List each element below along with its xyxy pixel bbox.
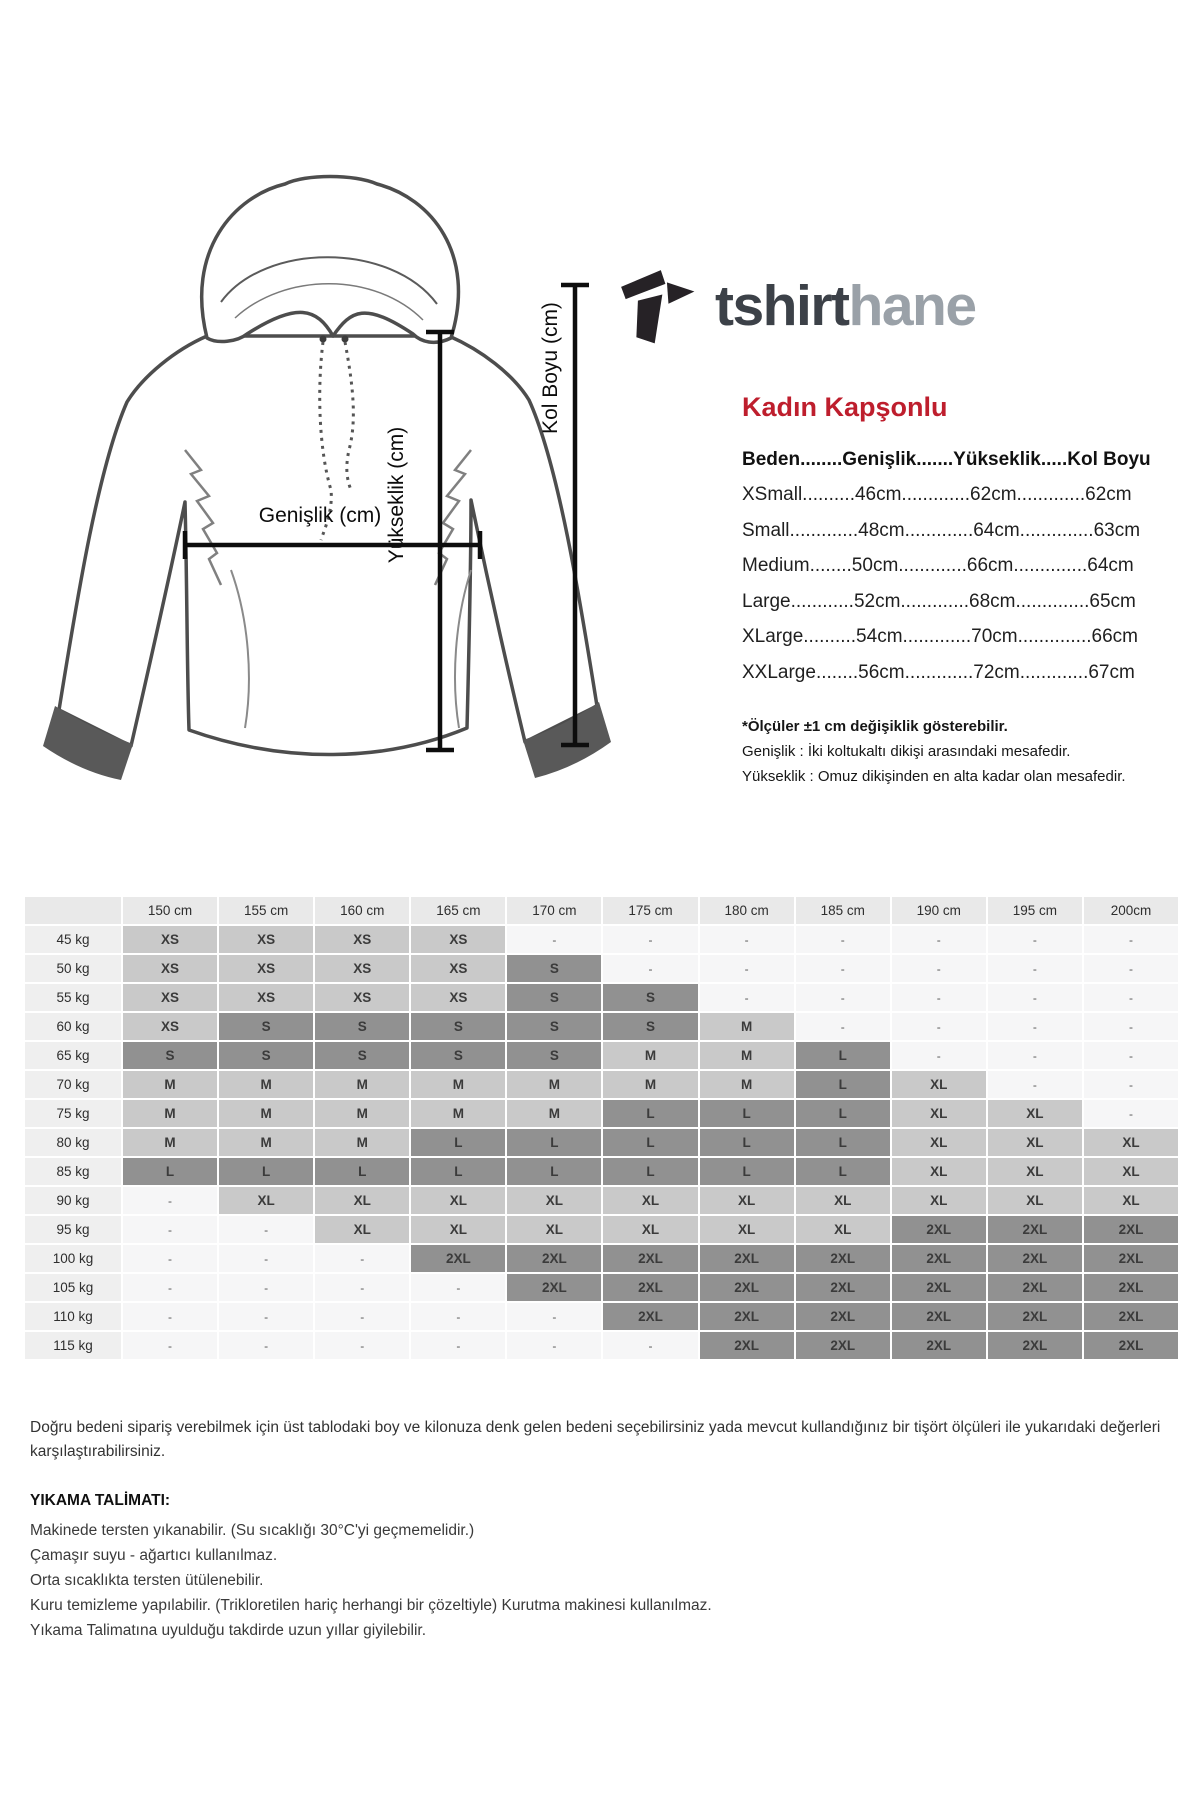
grid-size-cell: - <box>603 955 697 982</box>
grid-size-cell: - <box>315 1332 409 1359</box>
grid-size-cell: M <box>315 1100 409 1127</box>
grid-height-header: 150 cm <box>123 897 217 924</box>
grid-size-cell: - <box>123 1332 217 1359</box>
grid-row <box>25 1187 1178 1214</box>
grid-row <box>25 1274 1178 1301</box>
note-height-definition: Yükseklik : Omuz dikişinden en alta kadar olan mesafedir. <box>742 768 1126 785</box>
grid-size-cell: - <box>892 984 986 1011</box>
grid-size-cell: S <box>411 1042 505 1069</box>
grid-size-cell: XS <box>315 926 409 953</box>
grid-size-cell: - <box>796 1013 890 1040</box>
grid-size-cell: - <box>507 926 601 953</box>
grid-size-cell: XL <box>507 1216 601 1243</box>
grid-size-cell: 2XL <box>796 1332 890 1359</box>
grid-size-cell: M <box>700 1042 794 1069</box>
grid-weight-label: 115 kg <box>25 1332 121 1359</box>
grid-size-cell: - <box>700 955 794 982</box>
grid-row <box>25 984 1178 1011</box>
grid-size-cell: XL <box>796 1187 890 1214</box>
grid-size-cell: 2XL <box>892 1332 986 1359</box>
grid-size-cell: XS <box>315 955 409 982</box>
grid-size-cell: M <box>123 1129 217 1156</box>
grid-size-cell: M <box>700 1071 794 1098</box>
brand-logo <box>615 258 976 354</box>
grid-row <box>25 1216 1178 1243</box>
grid-size-cell: - <box>219 1216 313 1243</box>
grid-size-cell: - <box>1084 926 1178 953</box>
grid-size-cell: M <box>123 1100 217 1127</box>
note-width-definition: Genişlik : İki koltukaltı dikişi arasındaki mesafedir. <box>742 743 1071 760</box>
grid-size-cell: L <box>700 1158 794 1185</box>
grid-size-cell: XS <box>123 1013 217 1040</box>
footer-text <box>30 1416 1178 1643</box>
grid-size-cell: 2XL <box>603 1274 697 1301</box>
grid-size-cell: - <box>411 1332 505 1359</box>
grid-size-cell: S <box>219 1042 313 1069</box>
grommet-right <box>342 336 349 343</box>
grid-size-cell: XS <box>219 955 313 982</box>
grid-weight-label: 60 kg <box>25 1013 121 1040</box>
grid-size-cell: - <box>796 955 890 982</box>
grid-size-cell: - <box>988 926 1082 953</box>
grid-weight-label: 75 kg <box>25 1100 121 1127</box>
tshirthane-logo-icon <box>615 258 699 354</box>
sleeve-measure-label: Kol Boyu (cm) <box>539 302 562 434</box>
grid-size-cell: 2XL <box>892 1245 986 1272</box>
grid-size-cell: - <box>988 1071 1082 1098</box>
grid-size-cell: - <box>988 955 1082 982</box>
wash-line-bleach: Çamaşır suyu - ağartıcı kullanılmaz. <box>30 1547 278 1565</box>
grid-size-cell: L <box>507 1158 601 1185</box>
grid-size-cell: - <box>123 1274 217 1301</box>
grid-size-cell: S <box>123 1042 217 1069</box>
grid-size-cell: L <box>219 1158 313 1185</box>
grid-row <box>25 1042 1178 1069</box>
grid-size-cell: - <box>796 926 890 953</box>
grid-size-cell: L <box>796 1042 890 1069</box>
grid-size-cell: M <box>219 1100 313 1127</box>
grid-size-cell: M <box>315 1129 409 1156</box>
grid-row <box>25 1332 1178 1359</box>
grid-row <box>25 1245 1178 1272</box>
grid-size-cell: - <box>315 1303 409 1330</box>
grid-row <box>25 926 1178 953</box>
grid-size-cell: XL <box>988 1187 1082 1214</box>
grid-size-cell: XL <box>411 1216 505 1243</box>
sizing-guidance-paragraph: Doğru bedeni sipariş verebilmek için üst tablodaki boy ve kilonuza denk gelen bedeni seçebilirsiniz yada mevcut kullandığınız bir tişört ölçüleri ile yukarıdaki değerleri karşılaştırabilirsiniz. <box>30 1419 1161 1461</box>
grid-size-cell: XL <box>507 1187 601 1214</box>
hoodie-illustration <box>35 150 615 795</box>
grid-row <box>25 1303 1178 1330</box>
grid-row <box>25 955 1178 982</box>
grid-weight-label: 100 kg <box>25 1245 121 1272</box>
grid-weight-label: 95 kg <box>25 1216 121 1243</box>
grid-size-cell: XL <box>892 1158 986 1185</box>
grid-size-cell: 2XL <box>603 1303 697 1330</box>
grid-size-cell: XL <box>219 1187 313 1214</box>
wash-line-iron: Orta sıcaklıkta tersten ütülenebilir. <box>30 1572 264 1590</box>
grid-size-cell: S <box>219 1013 313 1040</box>
grid-height-header: 170 cm <box>507 897 601 924</box>
grid-size-cell: 2XL <box>796 1245 890 1272</box>
size-table-header: Beden........Genişlik.......Yükseklik.....Kol Boyu <box>742 449 1151 470</box>
grid-size-cell: XS <box>411 984 505 1011</box>
grommet-left <box>320 336 327 343</box>
grid-size-cell: 2XL <box>700 1245 794 1272</box>
grid-size-cell: S <box>507 955 601 982</box>
grid-row <box>25 1100 1178 1127</box>
grid-size-cell: - <box>1084 1013 1178 1040</box>
grid-size-cell: - <box>1084 1100 1178 1127</box>
grid-weight-label: 80 kg <box>25 1129 121 1156</box>
grid-size-cell: M <box>507 1071 601 1098</box>
grid-size-cell: - <box>315 1274 409 1301</box>
grid-size-cell: - <box>892 955 986 982</box>
grid-row <box>25 1158 1178 1185</box>
grid-size-cell: - <box>988 1013 1082 1040</box>
grid-size-cell: M <box>411 1100 505 1127</box>
grid-weight-label: 90 kg <box>25 1187 121 1214</box>
grid-size-cell: XS <box>123 984 217 1011</box>
grid-size-cell: L <box>796 1100 890 1127</box>
grid-size-cell: 2XL <box>411 1245 505 1272</box>
grid-size-cell: XL <box>700 1187 794 1214</box>
grid-size-cell: - <box>315 1245 409 1272</box>
grid-size-cell: 2XL <box>1084 1274 1178 1301</box>
grid-weight-label: 65 kg <box>25 1042 121 1069</box>
grid-size-cell: - <box>123 1245 217 1272</box>
grid-size-cell: - <box>1084 955 1178 982</box>
grid-height-header: 160 cm <box>315 897 409 924</box>
grid-size-cell: 2XL <box>892 1303 986 1330</box>
grid-size-cell: L <box>603 1100 697 1127</box>
grid-size-cell: M <box>219 1129 313 1156</box>
grid-size-cell: - <box>700 926 794 953</box>
grid-size-cell: M <box>411 1071 505 1098</box>
grid-size-cell: XL <box>603 1187 697 1214</box>
grid-header-row <box>25 897 1178 924</box>
grid-weight-label: 45 kg <box>25 926 121 953</box>
grid-size-cell: 2XL <box>988 1332 1082 1359</box>
grid-size-cell: - <box>507 1332 601 1359</box>
grid-size-cell: 2XL <box>507 1274 601 1301</box>
grid-size-cell: M <box>315 1071 409 1098</box>
grid-size-cell: L <box>796 1158 890 1185</box>
grid-size-cell: L <box>700 1129 794 1156</box>
brand-wordmark <box>715 273 976 338</box>
grid-size-cell: XS <box>315 984 409 1011</box>
size-row-medium: Medium........50cm.............66cm..............64cm <box>742 555 1134 576</box>
grid-size-cell: M <box>700 1013 794 1040</box>
grid-size-cell: - <box>507 1303 601 1330</box>
grid-size-cell: XL <box>315 1187 409 1214</box>
grid-height-header: 185 cm <box>796 897 890 924</box>
grid-size-cell: 2XL <box>988 1303 1082 1330</box>
grid-size-cell: 2XL <box>988 1245 1082 1272</box>
grid-size-cell: - <box>411 1303 505 1330</box>
grid-size-cell: - <box>219 1245 313 1272</box>
grid-size-cell: - <box>892 926 986 953</box>
grid-size-cell: - <box>603 926 697 953</box>
height-measure-label: Yükseklik (cm) <box>385 426 408 564</box>
washing-instructions <box>30 1492 1178 1643</box>
grid-size-cell: XS <box>123 926 217 953</box>
size-row-small: Small.............48cm.............64cm..............63cm <box>742 519 1141 541</box>
grid-size-cell: - <box>700 984 794 1011</box>
grid-size-cell: 2XL <box>892 1216 986 1243</box>
grid-size-cell: 2XL <box>892 1274 986 1301</box>
grid-size-cell: XL <box>1084 1187 1178 1214</box>
grid-size-cell: L <box>796 1071 890 1098</box>
grid-weight-label: 110 kg <box>25 1303 121 1330</box>
grid-height-header: 195 cm <box>988 897 1082 924</box>
grid-size-cell: L <box>700 1100 794 1127</box>
grid-size-cell: L <box>507 1129 601 1156</box>
size-panel <box>742 392 1182 789</box>
grid-size-cell: S <box>315 1042 409 1069</box>
washing-instructions-title: YIKAMA TALİMATI: <box>30 1492 171 1510</box>
grid-size-cell: M <box>123 1071 217 1098</box>
grid-size-cell: 2XL <box>700 1274 794 1301</box>
grid-size-cell: - <box>1084 984 1178 1011</box>
grid-size-cell: XL <box>988 1100 1082 1127</box>
grid-size-cell: S <box>507 984 601 1011</box>
grid-size-cell: M <box>507 1100 601 1127</box>
grid-size-cell: XL <box>988 1158 1082 1185</box>
grid-size-cell: XL <box>315 1216 409 1243</box>
size-row-xxlarge: XXLarge........56cm.............72cm.............67cm <box>742 661 1135 683</box>
wash-line-machine: Makinede tersten yıkanabilir. (Su sıcaklığı 30°C'yi geçmemelidir.) <box>30 1522 475 1540</box>
grid-size-cell: XL <box>411 1187 505 1214</box>
note-tolerance: *Ölçüler ±1 cm değişiklik gösterebilir. <box>742 718 1008 735</box>
grid-row <box>25 1129 1178 1156</box>
grid-size-cell: 2XL <box>796 1274 890 1301</box>
size-row-xsmall: XSmall..........46cm.............62cm.............62cm <box>742 484 1132 505</box>
grid-size-cell: - <box>988 1042 1082 1069</box>
grid-size-cell: - <box>796 984 890 1011</box>
grid-size-cell: - <box>123 1216 217 1243</box>
grid-weight-label: 55 kg <box>25 984 121 1011</box>
wash-line-longevity: Yıkama Talimatına uyulduğu takdirde uzun yıllar giyilebilir. <box>30 1622 427 1640</box>
grid-size-cell: - <box>1084 1042 1178 1069</box>
grid-size-cell: - <box>123 1187 217 1214</box>
grid-size-cell: XL <box>988 1129 1082 1156</box>
grid-size-cell: - <box>988 984 1082 1011</box>
grid-size-cell: L <box>796 1129 890 1156</box>
grid-height-header: 200cm <box>1084 897 1178 924</box>
grid-size-cell: XL <box>700 1216 794 1243</box>
grid-size-cell: L <box>603 1158 697 1185</box>
grid-size-cell: XL <box>892 1187 986 1214</box>
grid-size-cell: 2XL <box>603 1245 697 1272</box>
grid-weight-label: 105 kg <box>25 1274 121 1301</box>
grid-size-cell: S <box>507 1042 601 1069</box>
width-measure-label: Genişlik (cm) <box>258 504 382 527</box>
grid-size-cell: XL <box>892 1100 986 1127</box>
measurement-notes <box>742 714 1182 789</box>
grid-size-cell: XL <box>1084 1158 1178 1185</box>
grid-size-cell: - <box>123 1303 217 1330</box>
grid-weight-label: 85 kg <box>25 1158 121 1185</box>
brand-wordmark-primary: tshirt <box>715 273 849 338</box>
grid-size-cell: XS <box>219 926 313 953</box>
grid-size-cell: L <box>411 1129 505 1156</box>
grid-size-cell: 2XL <box>507 1245 601 1272</box>
grid-size-cell: - <box>219 1332 313 1359</box>
grid-size-cell: XS <box>411 955 505 982</box>
grid-height-header: 190 cm <box>892 897 986 924</box>
grid-row <box>25 1071 1178 1098</box>
grid-weight-label: 50 kg <box>25 955 121 982</box>
grid-size-cell: - <box>892 1013 986 1040</box>
grid-size-cell: XS <box>411 926 505 953</box>
grid-size-cell: XS <box>219 984 313 1011</box>
grid-size-cell: L <box>123 1158 217 1185</box>
grid-size-cell: 2XL <box>988 1274 1082 1301</box>
grid-corner-cell <box>25 897 121 924</box>
grid-height-header: 165 cm <box>411 897 505 924</box>
grid-size-cell: XS <box>123 955 217 982</box>
grid-size-cell: L <box>411 1158 505 1185</box>
grid-size-cell: S <box>603 984 697 1011</box>
grid-size-cell: 2XL <box>1084 1303 1178 1330</box>
grid-height-header: 155 cm <box>219 897 313 924</box>
grid-size-cell: 2XL <box>700 1332 794 1359</box>
grid-size-cell: S <box>315 1013 409 1040</box>
grid-size-cell: - <box>411 1274 505 1301</box>
grid-size-cell: XL <box>892 1071 986 1098</box>
grid-height-header: 175 cm <box>603 897 697 924</box>
grid-size-cell: M <box>219 1071 313 1098</box>
grid-size-cell: S <box>411 1013 505 1040</box>
size-row-large: Large............52cm.............68cm..............65cm <box>742 590 1136 612</box>
size-row-xlarge: XLarge..........54cm.............70cm..............66cm <box>742 626 1138 647</box>
hoodie-measurement-diagram <box>35 150 615 795</box>
grid-size-cell: 2XL <box>1084 1216 1178 1243</box>
grid-size-cell: M <box>603 1042 697 1069</box>
grid-size-cell: L <box>315 1158 409 1185</box>
grid-weight-label: 70 kg <box>25 1071 121 1098</box>
grid-size-cell: - <box>892 1042 986 1069</box>
grid-size-cell: S <box>603 1013 697 1040</box>
brand-wordmark-secondary: hane <box>848 273 976 338</box>
grid-row <box>25 1013 1178 1040</box>
grid-height-header: 180 cm <box>700 897 794 924</box>
wash-line-dryclean: Kuru temizleme yapılabilir. (Trikloretilen hariç herhangi bir çözeltiyle) Kurutma makinesi kullanılmaz. <box>30 1597 712 1615</box>
grid-size-cell: XL <box>796 1216 890 1243</box>
grid-size-cell: XL <box>603 1216 697 1243</box>
grid-size-cell: XL <box>892 1129 986 1156</box>
grid-size-cell: - <box>1084 1071 1178 1098</box>
grid-size-cell: L <box>603 1129 697 1156</box>
grid-size-cell: 2XL <box>1084 1332 1178 1359</box>
grid-size-cell: - <box>219 1274 313 1301</box>
grid-size-cell: 2XL <box>1084 1245 1178 1272</box>
grid-size-cell: M <box>603 1071 697 1098</box>
height-weight-grid <box>25 897 1178 1359</box>
grid-size-cell: S <box>507 1013 601 1040</box>
grid-size-cell: 2XL <box>700 1303 794 1330</box>
grid-size-cell: - <box>603 1332 697 1359</box>
product-category-title: Kadın Kapşonlu <box>742 392 948 422</box>
grid-size-cell: 2XL <box>796 1303 890 1330</box>
grid-size-cell: 2XL <box>988 1216 1082 1243</box>
grid-size-cell: - <box>219 1303 313 1330</box>
grid-size-cell: XL <box>1084 1129 1178 1156</box>
